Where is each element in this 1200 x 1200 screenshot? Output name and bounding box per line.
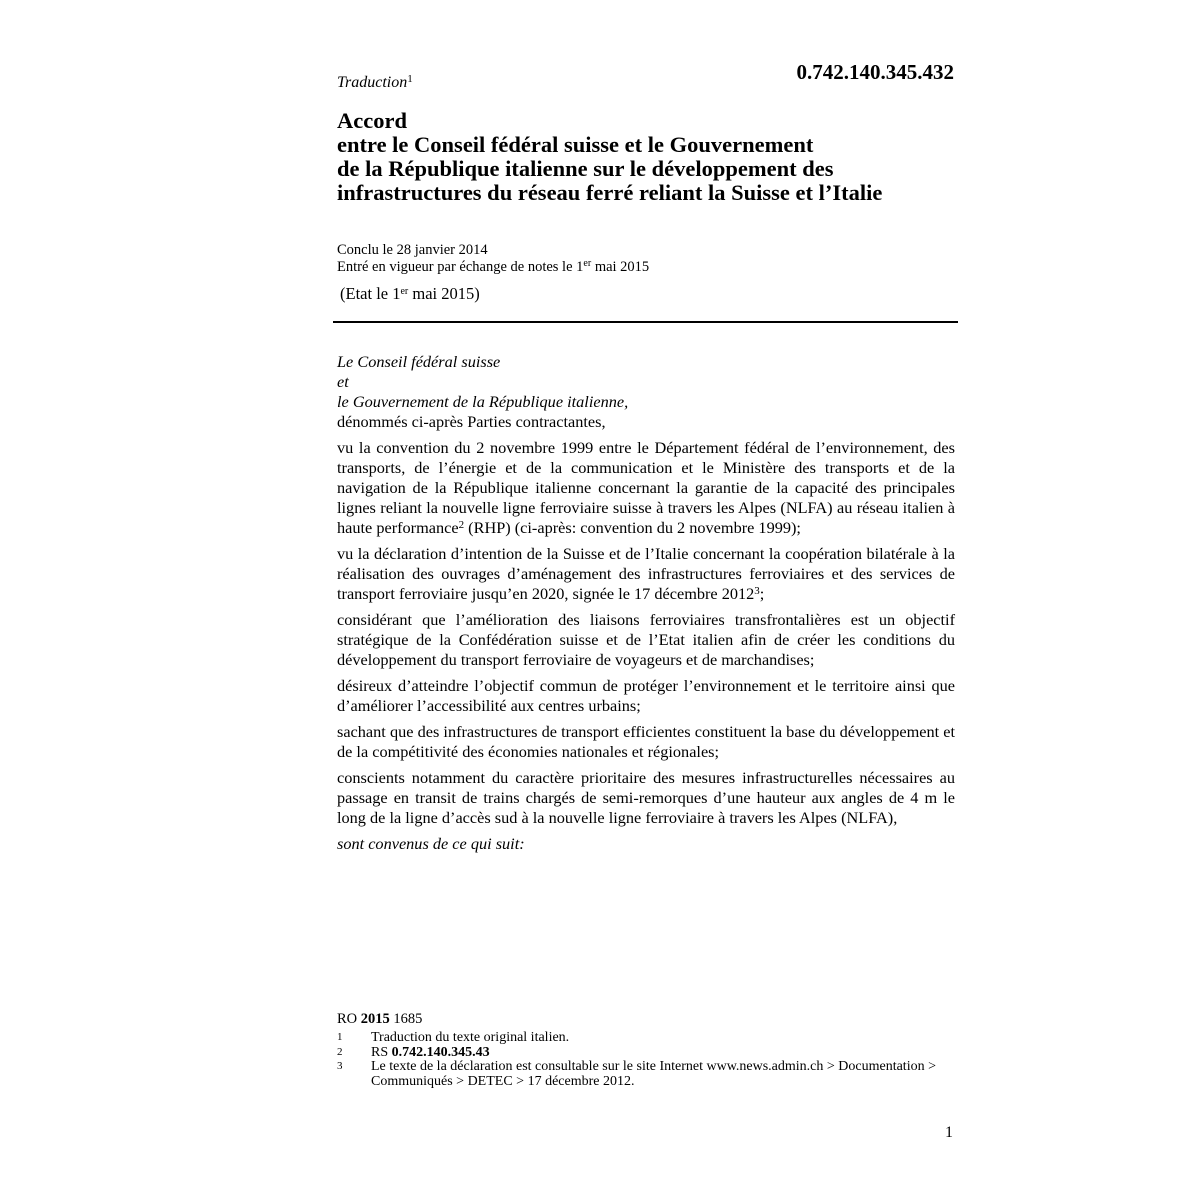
- footnote-1: [337, 1031, 957, 1046]
- ro-reference: [337, 1011, 422, 1028]
- paragraph-text: vu la convention du 2 novembre 1999 entre le Département fédéral de l’environnement, des transports, de l’énergie et de la communication et le Ministère des transports et de la navigation de la République italienne concernant la garantie de la capacité des principales lignes reliant la nouvelle ligne ferroviaire suisse à travers les Alpes (NLFA) au réseau italien à haute performance: [337, 438, 955, 537]
- footnote-text-body: Le texte de la déclaration est consultable sur le site Internet www.news.admin.ch > Documentation > Communiqués > DETEC > 17 décembre 2012.: [371, 1059, 936, 1089]
- status-text-end: mai 2015): [408, 284, 480, 303]
- preamble-paragraph-4: désireux d’atteindre l’objectif commun de protéger l’environnement et le territoire ainsi que d’améliorer l’accessibilité aux centres urbains;: [337, 676, 955, 715]
- paragraph-text: vu la déclaration d’intention de la Suisse et de l’Italie concernant la coopération bilatérale à la réalisation des ouvrages d’aménagement des infrastructures ferroviaires et des services de transport ferroviaire jusqu’en 2020, signée le 17 décembre 2012: [337, 544, 955, 603]
- document-title: [337, 109, 977, 205]
- ro-page: 1685: [389, 1011, 423, 1027]
- translation-label: [337, 73, 413, 92]
- party-conjunction: et: [337, 372, 349, 391]
- footnote-number: 3: [337, 1060, 343, 1072]
- footnote-ref-3[interactable]: 3: [754, 585, 760, 597]
- entry-sup: er: [583, 258, 592, 269]
- footnote-number: 1: [337, 1031, 343, 1043]
- preamble: [337, 352, 955, 854]
- footnotes: [337, 1031, 957, 1089]
- translation-text: Traduction: [337, 74, 408, 91]
- ro-year: 2015: [360, 1011, 390, 1027]
- footnote-text-body: RS: [371, 1044, 392, 1060]
- footnote-text: [371, 1031, 957, 1046]
- parties-designation: dénommés ci-après Parties contractantes,: [337, 412, 606, 431]
- entry-text-end: mai 2015: [591, 259, 650, 275]
- status-text: (Etat le 1: [340, 284, 401, 303]
- party-2: le Gouvernement de la République italienne,: [337, 392, 629, 411]
- rs-number: 0.742.140.345.432: [796, 60, 954, 84]
- preamble-closing: sont convenus de ce qui suit:: [337, 834, 525, 853]
- footnote-text: [371, 1046, 957, 1061]
- paragraph-text-end: ;: [759, 584, 765, 603]
- preamble-paragraph-2: [337, 544, 955, 604]
- preamble-paragraph-1: [337, 438, 955, 538]
- title-line-4: infrastructures du réseau ferré reliant la Suisse et l’Italie: [337, 180, 883, 205]
- ro-label: RO: [337, 1011, 361, 1027]
- page-number: 1: [945, 1124, 953, 1141]
- footnote-3: [337, 1060, 957, 1089]
- title-line-3: de la République italienne sur le développement des: [337, 156, 834, 181]
- footnote-2: [337, 1046, 957, 1061]
- status-date: [340, 284, 480, 304]
- header-divider: [333, 321, 958, 323]
- footnote-rs-link[interactable]: 0.742.140.345.43: [391, 1044, 490, 1060]
- title-line-1: Accord: [337, 108, 407, 133]
- party-1: Le Conseil fédéral suisse: [337, 352, 501, 371]
- title-line-2: entre le Conseil fédéral suisse et le Gouvernement: [337, 132, 814, 157]
- footnote-ref-2[interactable]: 2: [458, 519, 465, 531]
- entry-into-force: [337, 259, 649, 276]
- preamble-paragraph-5: sachant que des infrastructures de transport efficientes constituent la base du développement et de la compétitivité des économies nationales et régionales;: [337, 722, 955, 761]
- status-sup: er: [400, 286, 409, 297]
- footnote-ref-1[interactable]: 1: [407, 73, 413, 85]
- paragraph-text-end: (RHP) (ci-après: convention du 2 novembre 1999);: [464, 518, 801, 537]
- footnote-text-body: Traduction du texte original italien.: [371, 1030, 570, 1045]
- footnote-text: [371, 1060, 957, 1089]
- concluded-date: Conclu le 28 janvier 2014: [337, 242, 488, 258]
- footnote-number: 2: [337, 1045, 343, 1058]
- preamble-paragraph-3: considérant que l’amélioration des liaisons ferroviaires transfrontalières est un objectif stratégique de la Confédération suisse et de l’Etat italien afin de créer les conditions du développement du transport ferroviaire de voyageurs et de marchandises;: [337, 610, 955, 669]
- entry-text: Entré en vigueur par échange de notes le 1: [337, 259, 584, 275]
- document-metadata: [337, 242, 649, 276]
- preamble-paragraph-6: conscients notamment du caractère prioritaire des mesures infrastructurelles nécessaires au passage en transit de trains chargés de semi-remorques d’une hauteur aux angles de 4 m le long de la ligne d’accès sud à la nouvelle ligne ferroviaire à travers les Alpes (NLFA),: [337, 768, 955, 827]
